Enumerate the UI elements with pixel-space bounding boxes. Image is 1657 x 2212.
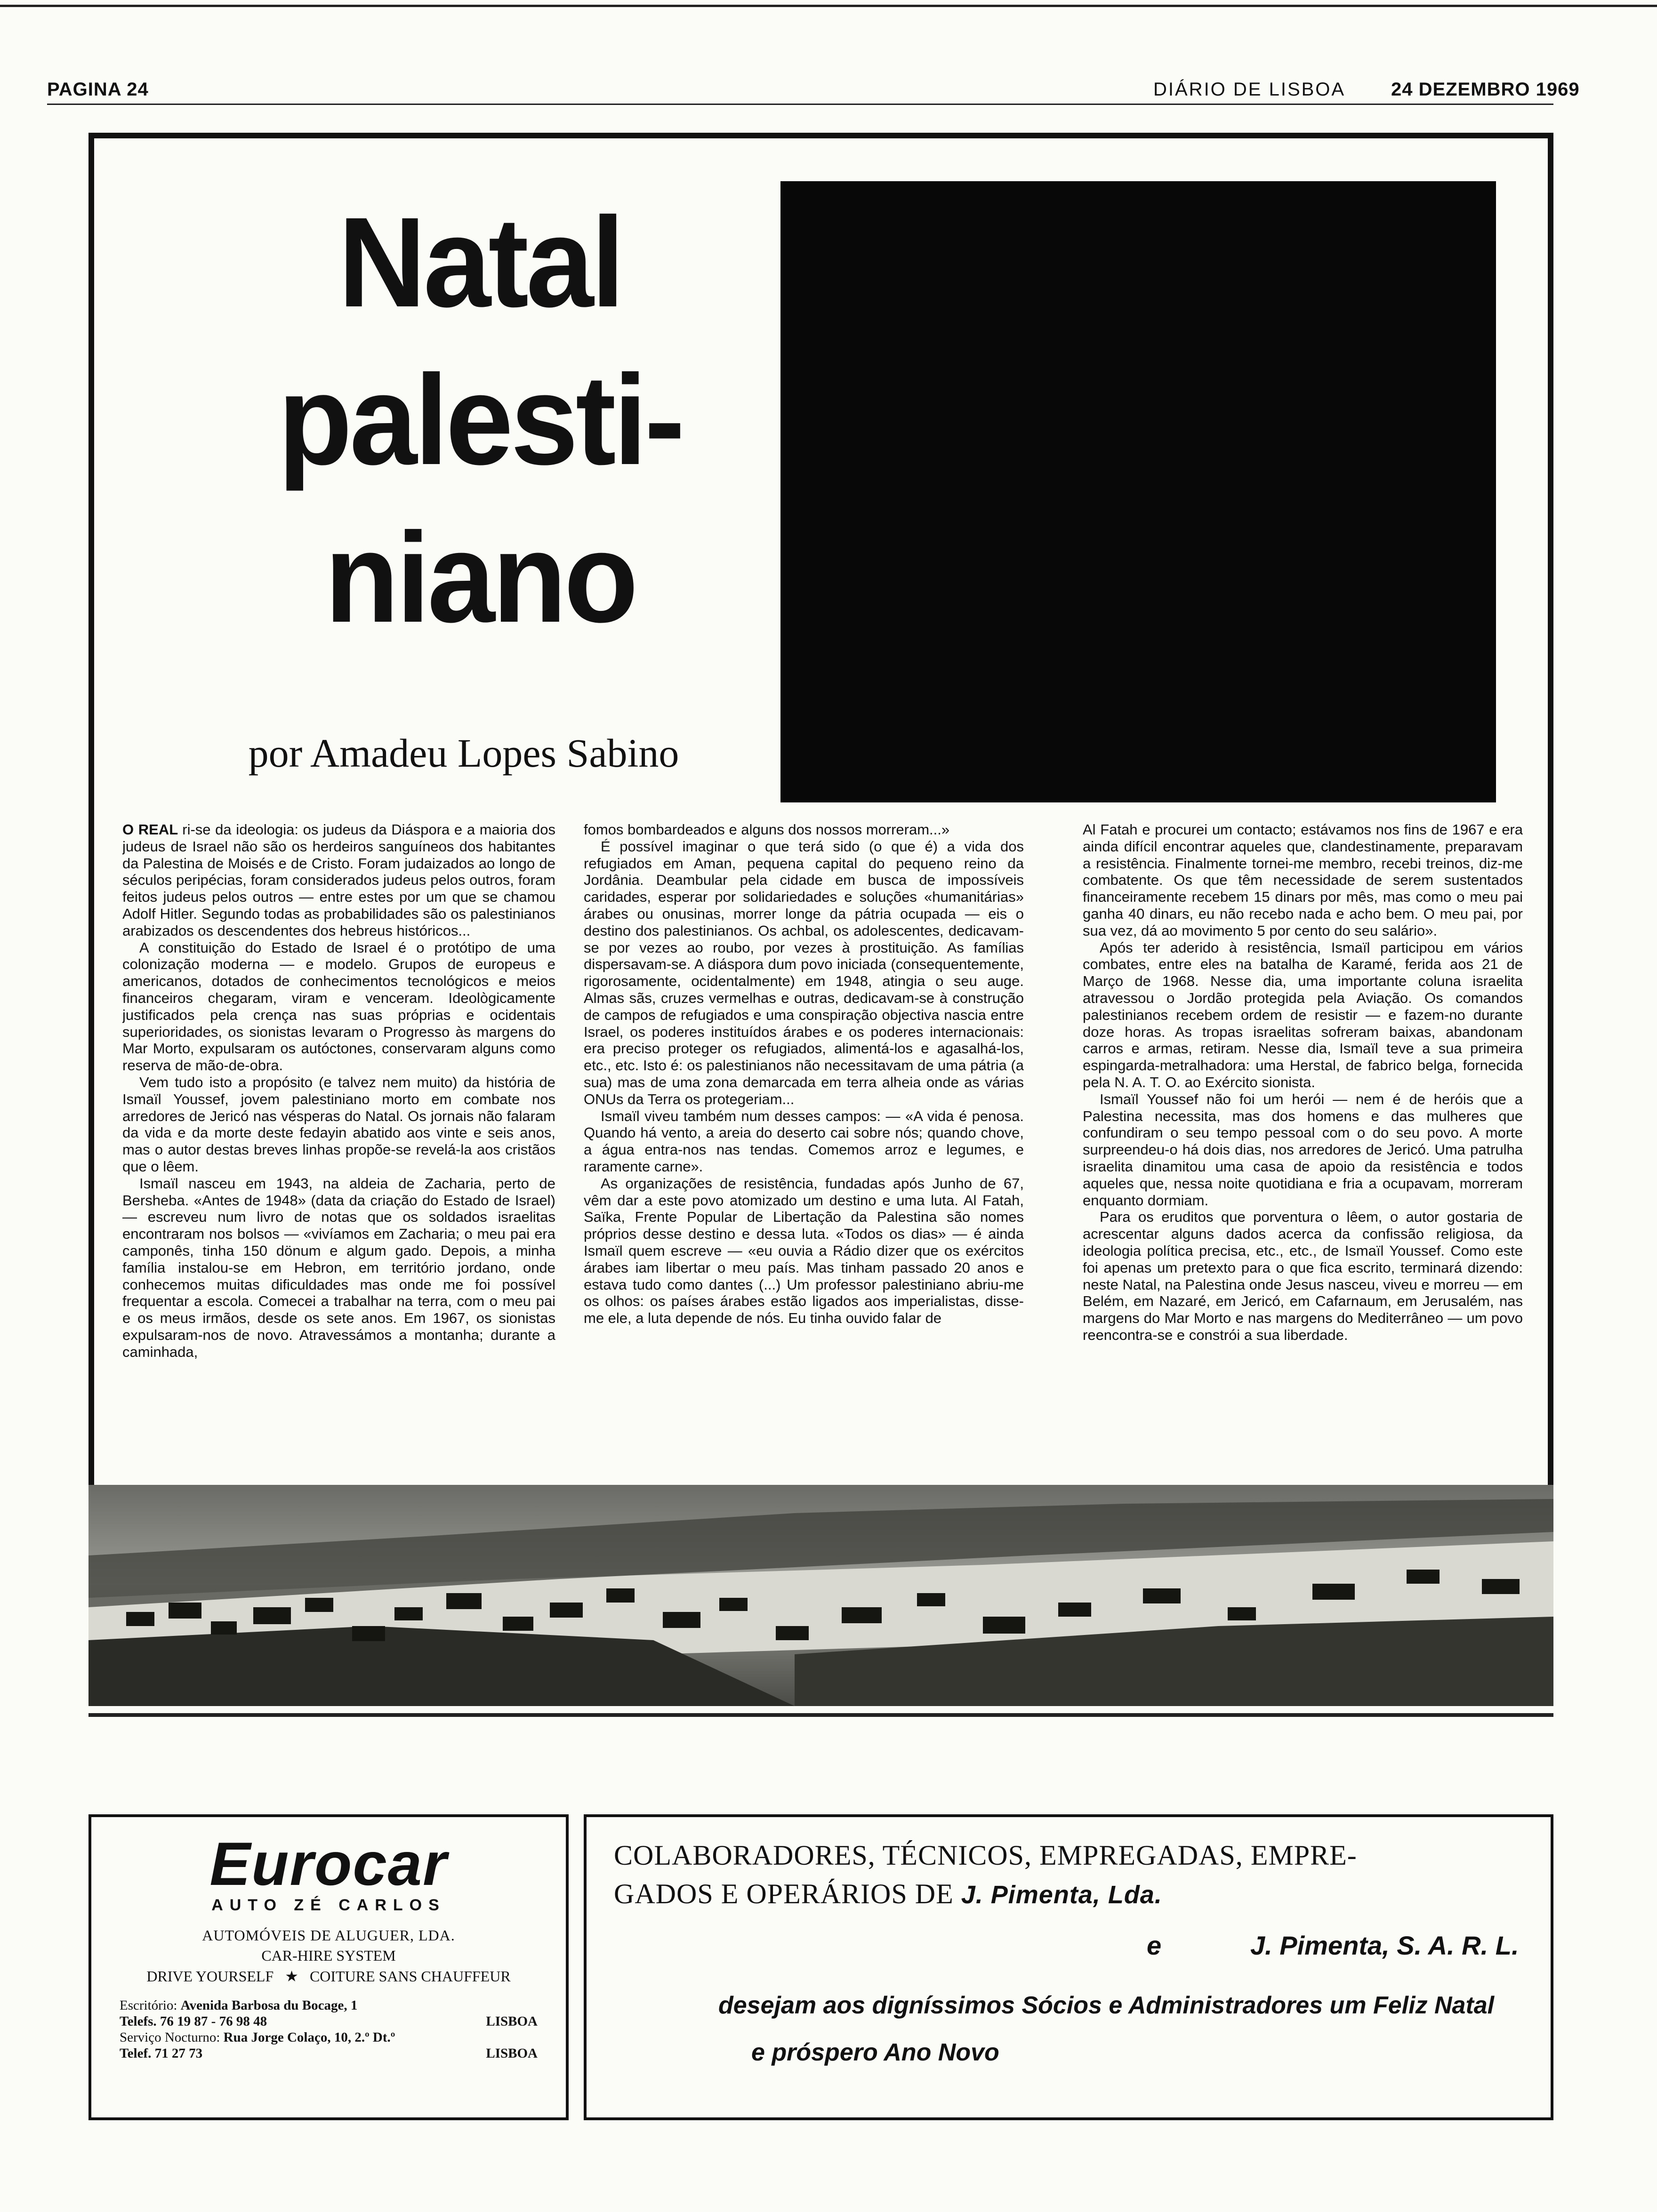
- top-rule: [0, 5, 1657, 7]
- pimenta-company-1: J. Pimenta, Lda.: [961, 1881, 1162, 1909]
- pimenta-and: e: [1147, 1931, 1162, 1960]
- byline: por Amadeu Lopes Sabino: [248, 730, 679, 776]
- paragraph: Após ter aderido à resistência, Ismaïl participou em vários combates, entre eles na batalha de Karamé, ferida aos 21 de Março de 1968. Nesse dia, uma importante coluna israelita atravessou o Jordão protegida pela Aviação. Os comandos palestinianos recebem ordem de resistir — e fazem-no durante doze horas. As tropas israelitas sofreram baixas, abandonam carros e armas, retiram. Nesse dia, Ismaïl teve a sua primeira espingarda-metralhadora: uma Herstal, de fabrico belga, fornecida pela N. A. T. O. ao Exército sionista.: [1083, 939, 1523, 1090]
- eurocar-drive-left: DRIVE YOURSELF: [146, 1968, 274, 1985]
- eurocar-office-row: [91, 1997, 566, 2013]
- eurocar-drive: [91, 1967, 566, 1985]
- eurocar-night-phone-row: [91, 2045, 566, 2061]
- eurocar-system: CAR-HIRE SYSTEM: [261, 1947, 396, 1964]
- eurocar-office-phone-row: [91, 2013, 566, 2029]
- page-number: PAGINA 24: [47, 79, 149, 100]
- night-phone: Telef. 71 27 73: [120, 2046, 203, 2061]
- paragraph: Ismaïl Youssef não foi um herói — nem é de heróis que a Palestina necessita, mas dos homens e das mulheres que confundiram o seu tempo pessoal com o do seu povo. A morte surpreendeu-o há dois dias, nos arredores de Jericó. Uma patrulha israelita dinamitou uma casa de apoio da resistência e todos aqueles que, nessa noite quotidiana e fria a ocupavam, morreram enquanto dormiam.: [1083, 1090, 1523, 1209]
- office-address: Avenida Barbosa du Bocage, 1: [180, 1998, 358, 2013]
- office-label: Escritório:: [120, 1998, 177, 2013]
- pimenta-advertisement: [584, 1814, 1553, 2120]
- photo-dark: [780, 181, 1496, 802]
- paragraph: Vem tudo isto a propósito (e talvez nem muito) da história de Ismaïl Youssef, jovem palestiniano morto em combate nos arredores de Jericó nas vésperas do Natal. Os jornais não falaram da vida e da morte deste fedayin abatido aos vinte e seis anos, mas o autor destas breves linhas propõe-se revelá-la aos cristãos que o lêem.: [122, 1074, 555, 1175]
- header-rule: [47, 104, 1553, 105]
- night-city: LISBOA: [486, 2046, 538, 2061]
- paragraph: fomos bombardeados e alguns dos nossos morreram...»: [584, 821, 950, 838]
- paragraph-text: ri-se da ideologia: os judeus da Diáspora e a maioria dos judeus de Israel não são os herdeiros sanguíneos dos habitantes da Palestina de Moisés e de Cristo. Foram judaizados ao longo de séculos peripécias, foram considerados judeus pelos outros, foram feitos judeus pelos outros — entre estes por um que se chamou Adolf Hitler. Segundo todas as probabilidades são os palestinianos arabizados os descendentes dos hebreus históricos...: [122, 821, 555, 939]
- paragraph: As organizações de resistência, fundadas após Junho de 67, vêm dar a este povo atomizado um destino e uma luta. Al Fatah, Saïka, Frente Popular de Libertação da Palestina são nomes próprios desse destino e dessa luta. «Todos os dias» — é ainda Ismaïl quem escreve — «eu ouvia a Rádio dizer que os exércitos árabes iam libertar o meu país. Mas tinham passado 20 anos e estava tudo como dantes (...) Um professor palestiniano abriu-me os olhos: os países árabes estão ligados aos imperialistas, disse-me ele, a luta depende de nós. Eu tinha ouvido falar de: [584, 1175, 1024, 1327]
- paragraph: Ismaïl nasceu em 1943, na aldeia de Zacharia, perto de Bersheba. «Antes de 1948» (data da criação do Estado de Israel) — escreveu num livro de notas que os soldados israelitas encontraram nos bolsos — «vivíamos em Zacharia; o meu pai era camponês, tinha 150 dönum e algum gado. Depois, a minha família instalou-se em Hebron, em território jordano, onde conhecemos muitas dificuldades mas onde me foi possível frequentar a escola. Comecei a trabalhar na terra, com o meu pai e os meus irmãos, desde os sete anos. Em 1967, os sionistas expulsaram-nos de novo. Atravessámos a montanha; durante a caminhada,: [122, 1175, 555, 1360]
- pimenta-title: [614, 1836, 1536, 1914]
- refugee-camp-photo: [88, 1485, 1553, 1706]
- night-label: Serviço Nocturno:: [120, 2030, 220, 2045]
- eurocar-logo: Eurocar: [209, 1829, 448, 1898]
- office-phones: Telefs. 76 19 87 - 76 98 48: [120, 2014, 267, 2029]
- headline-line-3: niano: [324, 506, 636, 649]
- paragraph: [122, 821, 555, 939]
- pimenta-wish-line-2: e próspero Ano Novo: [751, 2039, 999, 2066]
- pimenta-title-line-2: [614, 1875, 1536, 1914]
- eurocar-company: AUTOMÓVEIS DE ALUGUER, LDA.: [202, 1927, 455, 1944]
- headline-line-2: palesti-: [278, 348, 683, 491]
- headline: [221, 184, 740, 657]
- pimenta-company-2: J. Pimenta, S. A. R. L.: [1250, 1931, 1519, 1960]
- star-icon: ★: [285, 1968, 298, 1985]
- eurocar-advertisement: [88, 1814, 569, 2120]
- article-column-1: [122, 821, 555, 1480]
- pimenta-wish-line-1: desejam aos digníssimos Sócios e Administradores um Feliz Natal: [718, 1992, 1495, 2019]
- issue-date: 24 DEZEMBRO 1969: [1391, 79, 1580, 100]
- lead-in: O REAL: [122, 821, 183, 838]
- eurocar-subbrand: AUTO ZÉ CARLOS: [211, 1896, 446, 1914]
- paragraph: Para os eruditos que porventura o lêem, o autor gostaria de acrescentar alguns dados acerca da confissão religiosa, da ideologia política precisa, etc., etc., de Ismaïl Youssef. Como este foi apenas um pretexto para o que fica escrito, terminará dizendo: neste Natal, na Palestina onde Jesus nasceu, viveu e morreu — em Belém, em Nazaré, em Jericó, em Cafarnaum, em Jerusalém, nas margens do Mar Morto e nas margens do Mediterrâneo — um povo reencontra-se e constrói a sua liberdade.: [1083, 1209, 1523, 1343]
- paragraph: Al Fatah e procurei um contacto; estávamos nos fins de 1967 e era ainda difícil encontrar aqueles que, clandestinamente, preparavam a resistência. Finalmente tornei-me membro, recebi treinos, diz-me combatente. Os que têm necessidade de serem sustentados financeiramente recebem 15 dinars por mês, mas como o meu pai ganha 40 dinars, eu não recebo nada e acho bem. O meu pai, por sua vez, dá ao movimento 5 por cento do seu salário».: [1083, 821, 1523, 939]
- newspaper-name: DIÁRIO DE LISBOA: [1153, 79, 1346, 100]
- night-address: Rua Jorge Colaço, 10, 2.º Dt.º: [223, 2030, 395, 2045]
- eurocar-night-row: [91, 2029, 566, 2045]
- paragraph: Ismaïl viveu também num desses campos: — «A vida é penosa. Quando há vento, a areia do deserto cai sobre nós; quando chove, a água entra-nos nas tendas. Comemos arroz e legumes, e raramente carne».: [584, 1107, 1024, 1175]
- article-column-3: [1083, 821, 1523, 1480]
- paragraph: É possível imaginar o que terá sido (o que é) a vida dos refugiados em Aman, pequena capital do pequeno reino da Jordânia. Deambular pela cidade em busca de impossíveis caridades, esperar por solidariedades e soluções «humanitárias» árabes ou onusinas, morrer longe da pátria ocupada — eis o destino dos palestinianos. Os achbal, os adolescentes, dedicavam-se por vezes ao roubo, por vezes à prostituição. As famílias dispersavam-se. A diáspora dum povo iniciada (consequentemente, rigorosamente, ocidentalmente) em 1948, atingia o seu auge. Almas sãs, cruzes vermelhas e outras, dedicavam-se à construção de campos de refugiados e uma conspiração objectiva nascia entre Israel, os poderes instituídos árabes e os poderes internacionais: era preciso proteger os refugiados, alimentá-los e agasalhá-los, etc., etc. Isto é: os palestinianos não necessitavam de uma pátria (a sua) mas de uma zona demarcada em terra alheia onde as várias ONUs da Terra os protegeriam...: [584, 838, 1024, 1107]
- office-city: LISBOA: [486, 2014, 538, 2029]
- article-column-2: [584, 821, 1024, 1480]
- paragraph: A constituição do Estado de Israel é o protótipo de uma colonização moderna — e modelo. Grupos de europeus e americanos, dotados de conhecimentos tecnológicos e meios financeiros chegaram, viram e venceram. Ideològicamente justificados pela crença nas suas próprias e ocidentais superioridades, os sionistas levaram o Progresso às margens do Mar Morto, expulsaram os autóctones, conservaram alguns como reserva de mão-de-obra.: [122, 939, 555, 1074]
- section-rule: [88, 1713, 1553, 1717]
- headline-line-1: Natal: [338, 191, 622, 334]
- pimenta-title-line-2-text: GADOS E OPERÁRIOS DE: [614, 1878, 961, 1909]
- pimenta-title-line-1: COLABORADORES, TÉCNICOS, EMPREGADAS, EMPRE-: [614, 1840, 1357, 1871]
- eurocar-drive-right: COITURE SANS CHAUFFEUR: [309, 1968, 511, 1985]
